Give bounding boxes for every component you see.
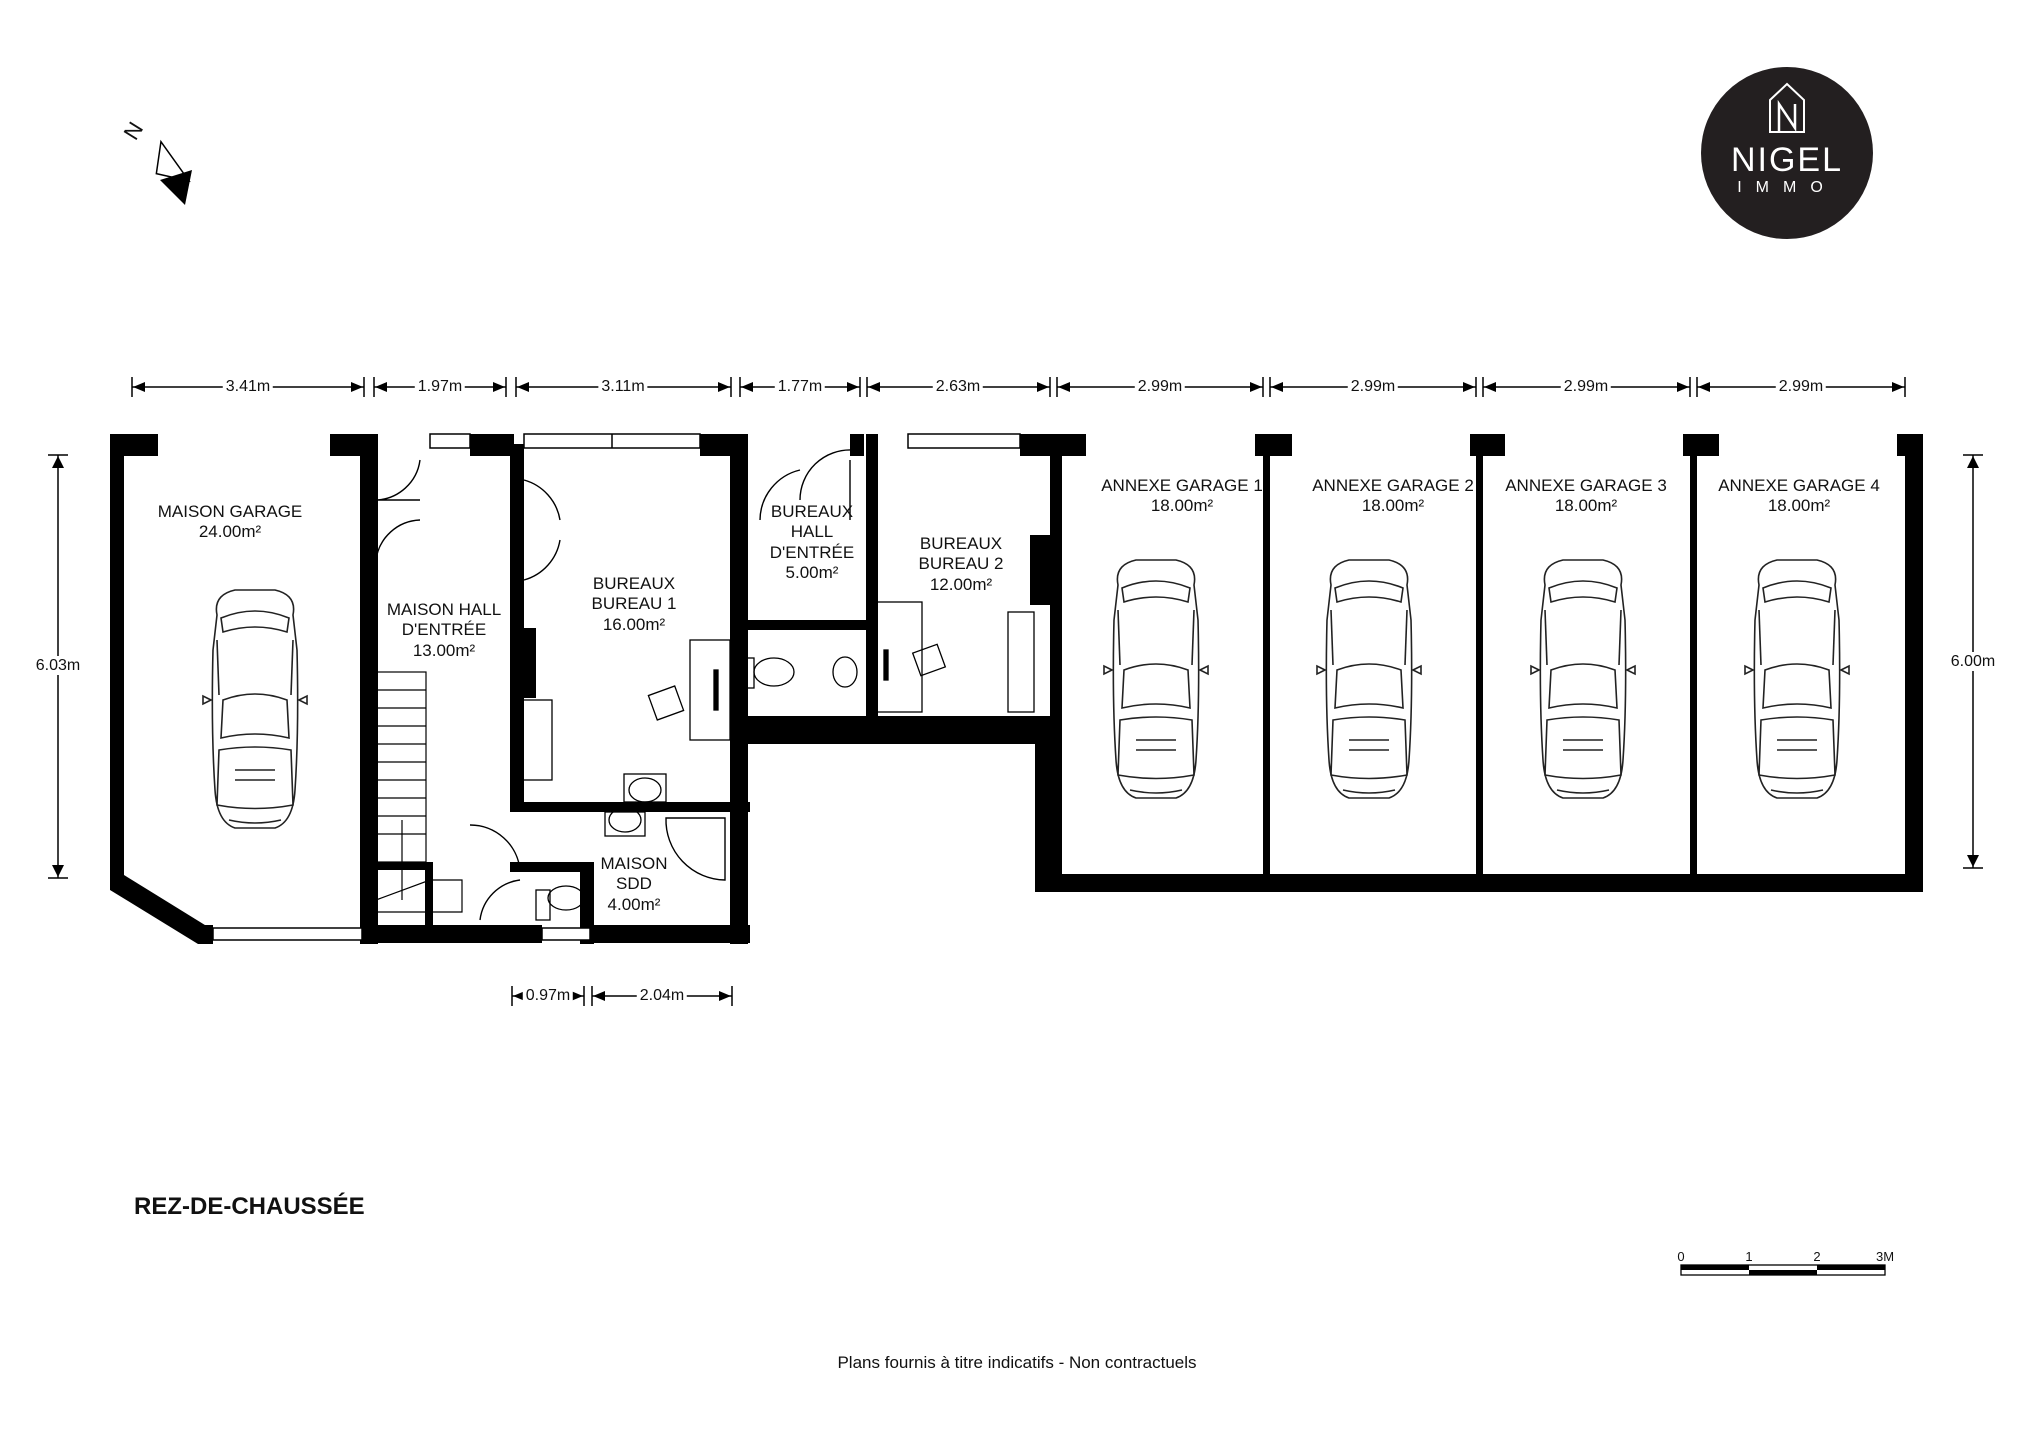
north-label: N [118,117,149,145]
dim-left: 6.03m [35,657,81,674]
stairs [376,672,462,912]
dim-top-4: 1.77m [775,377,825,396]
scale-bar [1681,1265,1885,1275]
dimension-arrows [52,382,1979,1001]
dim-top-5: 2.63m [933,377,983,396]
dim-top-9: 2.99m [1776,377,1826,396]
footer-disclaimer: Plans fournis à titre indicatifs - Non contractuels [837,1353,1197,1372]
logo-sub: IMMO [1737,179,1837,196]
room-bureau-2: BUREAUX BUREAU 2 12.00m² [918,534,1004,594]
room-maison-sdd: MAISON SDD 4.00m² [600,854,668,914]
furniture [522,602,1034,920]
room-annexe-garage-3: ANNEXE GARAGE 3 18.00m² [1505,476,1667,516]
scale-label-3: 3M [1875,1249,1895,1264]
north-arrow-icon [146,142,199,205]
scale-label-1: 1 [1745,1249,1753,1264]
dim-top-6: 2.99m [1135,377,1185,396]
room-maison-hall: MAISON HALL D'ENTRÉE 13.00m² [386,600,502,660]
dim-right: 6.00m [1950,653,1996,670]
dim-top-3: 3.11m [598,377,647,396]
scale-label-2: 2 [1813,1249,1821,1264]
room-maison-garage: MAISON GARAGE 24.00m² [157,502,303,542]
plan-title: REZ-DE-CHAUSSÉE [134,1193,365,1220]
room-bureau-1: BUREAUX BUREAU 1 16.00m² [591,574,677,634]
logo-name: NIGEL [1730,141,1844,179]
room-annexe-garage-4: ANNEXE GARAGE 4 18.00m² [1718,476,1880,516]
dim-bottom-1: 0.97m [523,986,573,1005]
room-annexe-garage-1: ANNEXE GARAGE 1 18.00m² [1101,476,1263,516]
room-bureaux-hall: BUREAUX HALL D'ENTRÉE 5.00m² [769,502,855,583]
dim-bottom-2: 2.04m [637,986,687,1005]
dim-top-8: 2.99m [1561,377,1611,396]
dim-top-7: 2.99m [1348,377,1398,396]
room-annexe-garage-2: ANNEXE GARAGE 2 18.00m² [1312,476,1474,516]
dim-top-1: 3.41m [223,377,273,396]
dim-top-2: 1.97m [415,377,465,396]
scale-label-0: 0 [1677,1249,1685,1264]
